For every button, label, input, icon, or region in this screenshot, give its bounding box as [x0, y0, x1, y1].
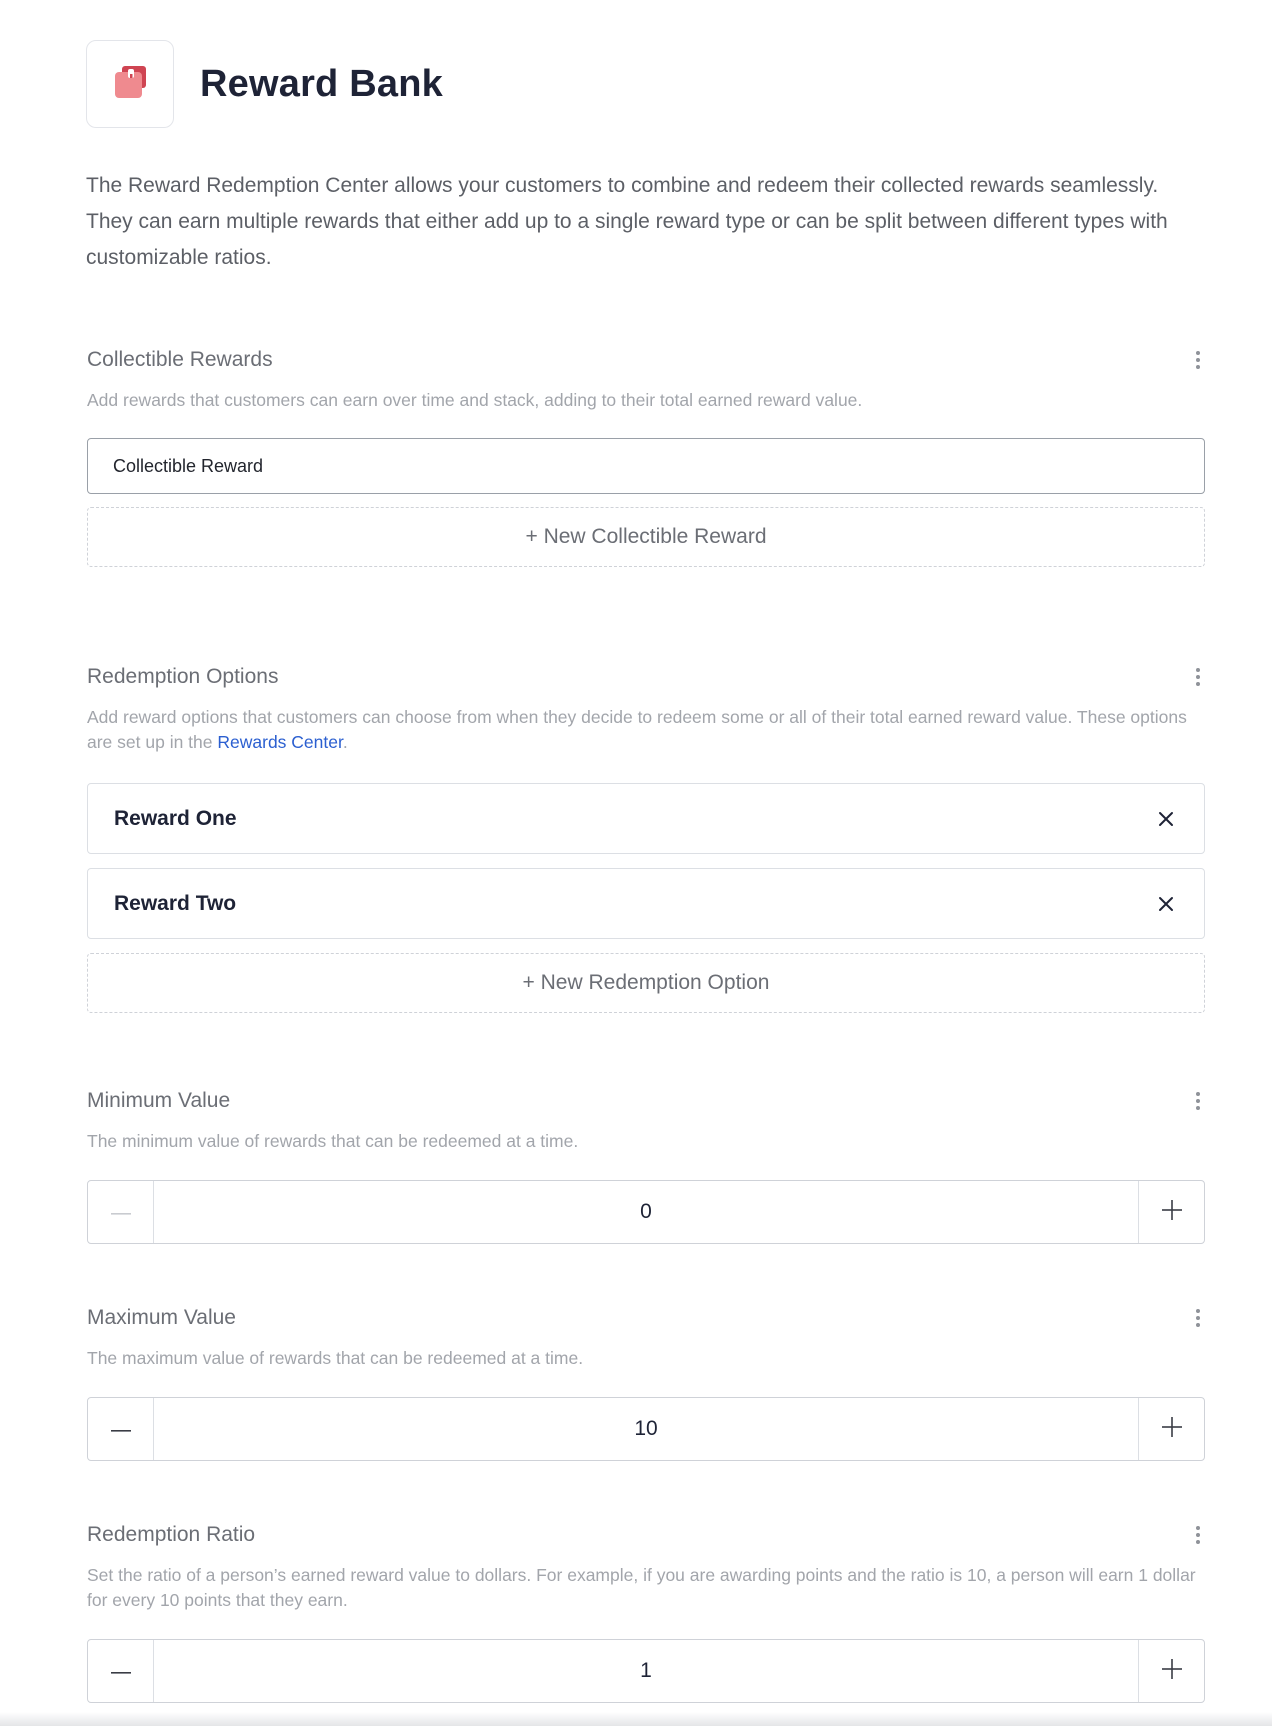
- new-collectible-reward-button[interactable]: + New Collectible Reward: [87, 507, 1205, 567]
- redemption-ratio-input[interactable]: 1: [640, 1659, 652, 1682]
- app-logo: [86, 40, 174, 128]
- rewards-center-link[interactable]: Rewards Center: [217, 732, 343, 752]
- new-redemption-option-button[interactable]: + New Redemption Option: [87, 953, 1205, 1013]
- redemption-ratio-stepper: [87, 1639, 1205, 1703]
- minus-icon: [111, 1420, 131, 1438]
- redemption-options-list: [87, 783, 1205, 939]
- minus-icon: [111, 1662, 131, 1680]
- close-icon[interactable]: [1154, 807, 1178, 831]
- section-title: Maximum Value: [87, 1306, 236, 1329]
- collectible-rewards-section: [87, 345, 1205, 567]
- collectible-reward-field[interactable]: Collectible Reward: [87, 438, 1205, 494]
- maximum-value-input[interactable]: 10: [634, 1417, 658, 1440]
- redemption-options-section: [87, 662, 1205, 1013]
- section-description: The maximum value of rewards that can be redeemed at a time.: [87, 1348, 584, 1368]
- increment-button[interactable]: [1138, 1181, 1204, 1243]
- increment-button[interactable]: [1138, 1640, 1204, 1702]
- redemption-option-card[interactable]: [87, 868, 1205, 939]
- decrement-button[interactable]: [88, 1398, 154, 1460]
- more-options-icon[interactable]: [1183, 662, 1213, 692]
- wallet-icon: [110, 62, 150, 107]
- bottom-scroll-shadow: [0, 1712, 1272, 1726]
- description-end: .: [342, 732, 348, 752]
- section-description: Add rewards that customers can earn over time and stack, adding to their total earned reward value.: [87, 390, 863, 410]
- minimum-value-input[interactable]: 0: [640, 1200, 652, 1223]
- more-options-icon[interactable]: [1183, 345, 1213, 375]
- maximum-value-section: [87, 1303, 1205, 1461]
- decrement-button[interactable]: [88, 1640, 154, 1702]
- maximum-value-stepper: [87, 1397, 1205, 1461]
- plus-icon: [1162, 1200, 1182, 1225]
- section-title: Redemption Ratio: [87, 1523, 256, 1546]
- page-title: Reward Bank: [200, 62, 443, 105]
- minimum-value-stepper: [87, 1180, 1205, 1244]
- section-title: Redemption Options: [87, 665, 279, 688]
- page-header: [86, 40, 443, 128]
- section-description: [87, 705, 1205, 755]
- more-options-icon[interactable]: [1183, 1303, 1213, 1333]
- more-options-icon[interactable]: [1183, 1520, 1213, 1550]
- section-header: [87, 1520, 1205, 1550]
- more-options-icon[interactable]: [1183, 1086, 1213, 1116]
- plus-icon: [1162, 1417, 1182, 1442]
- section-header: [87, 662, 1205, 692]
- minus-icon: [111, 1203, 131, 1221]
- option-label: Reward One: [114, 806, 237, 830]
- plus-icon: [1162, 1659, 1182, 1684]
- section-title: Minimum Value: [87, 1089, 231, 1112]
- increment-button[interactable]: [1138, 1398, 1204, 1460]
- minimum-value-section: [87, 1086, 1205, 1244]
- close-icon[interactable]: [1154, 892, 1178, 916]
- section-header: [87, 1086, 1205, 1116]
- intro-text: The Reward Redemption Center allows your customers to combine and redeem their collected rewards seamlessly. They can earn multiple rewards that either add up to a single reward type or can be split between different types with customizable ratios.: [86, 174, 1168, 269]
- section-title: Collectible Rewards: [87, 348, 273, 371]
- section-header: [87, 345, 1205, 375]
- redemption-ratio-section: [87, 1520, 1205, 1703]
- section-description: The minimum value of rewards that can be redeemed at a time.: [87, 1131, 579, 1151]
- section-header: [87, 1303, 1205, 1333]
- description-text: Add reward options that customers can choose from when they decide to redeem some or all of their total earned reward value. These options are set up in the: [87, 707, 1187, 752]
- section-description: Set the ratio of a person’s earned reward value to dollars. For example, if you are awarding points and the ratio is 10, a person will earn 1 dollar for every 10 points that they earn.: [87, 1565, 1196, 1610]
- redemption-option-card[interactable]: [87, 783, 1205, 854]
- option-label: Reward Two: [114, 891, 237, 915]
- decrement-button[interactable]: [88, 1181, 154, 1243]
